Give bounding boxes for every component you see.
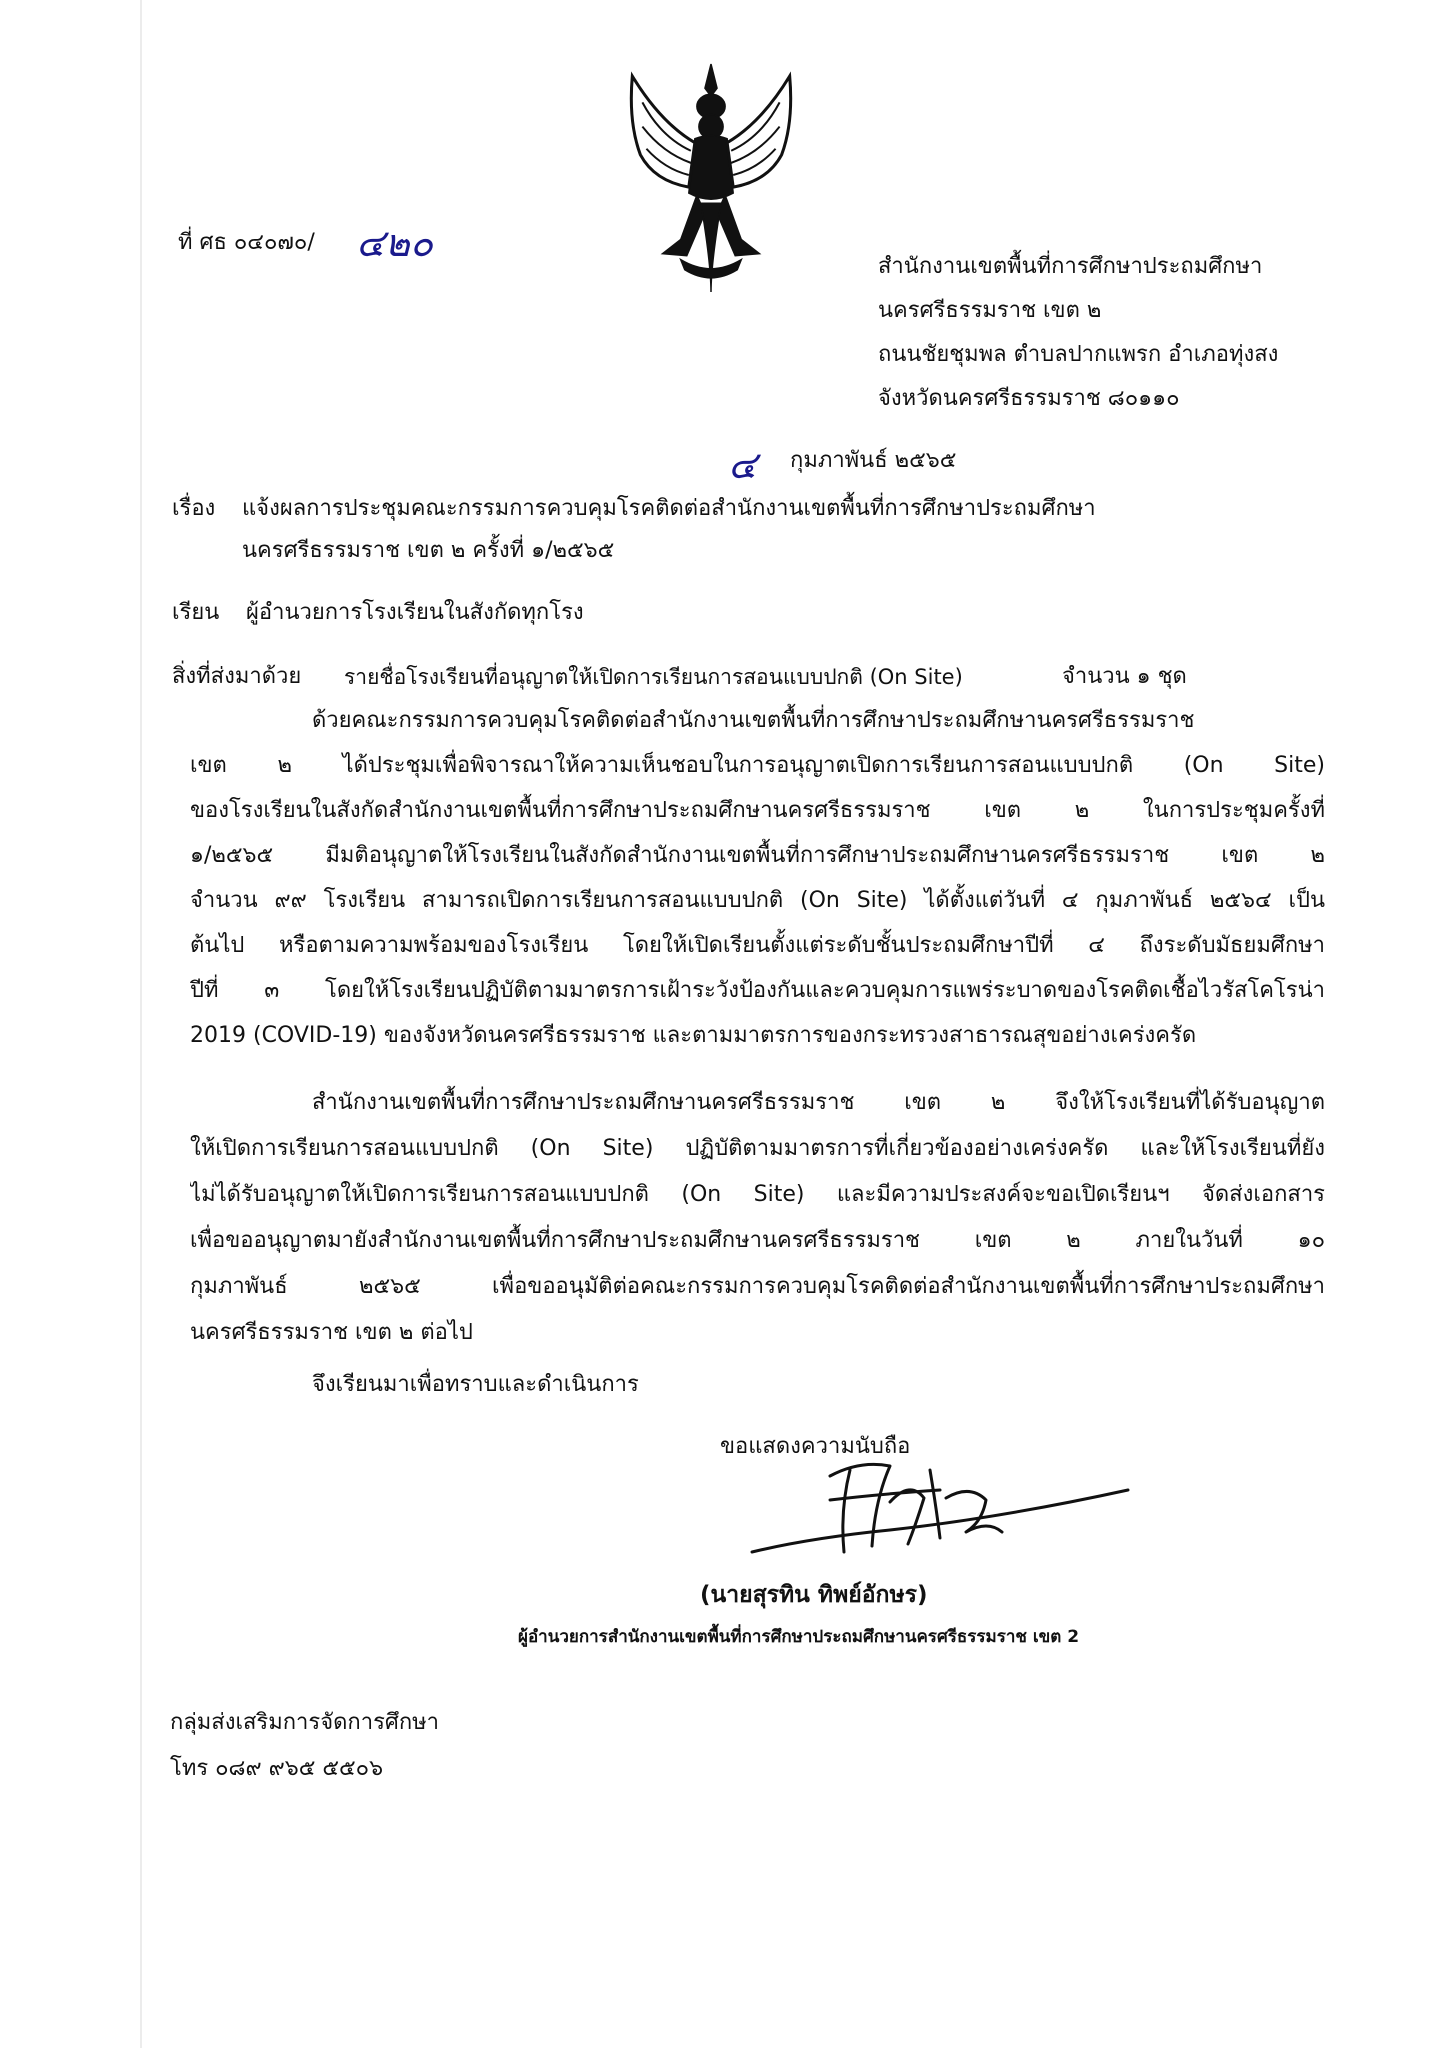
office-address-line-4: จังหวัดนครศรีธรรมราช ๘๐๑๑๐ bbox=[878, 386, 1180, 411]
footer-phone: โทร ๐๘๙ ๙๖๕ ๕๕๐๖ bbox=[170, 1756, 384, 1781]
enclosure-quantity: จำนวน ๑ ชุด bbox=[1062, 664, 1187, 689]
paragraph-1-line: จำนวน ๙๙ โรงเรียน สามารถเปิดการเรียนการสอนแบบปกติ (On Site) ได้ตั้งแต่วันที่ ๔ กุมภาพันธ์ ๒๕๖๔ เป็น bbox=[190, 888, 1325, 913]
document-number-handwritten: ๔๒๐ bbox=[356, 221, 434, 265]
handwritten-signature-icon bbox=[740, 1440, 1140, 1570]
recipient-text: ผู้อำนวยการโรงเรียนในสังกัดทุกโรง bbox=[246, 600, 584, 625]
office-address-line-3: ถนนชัยชุมพล ตำบลปากแพรก อำเภอทุ่งสง bbox=[878, 342, 1279, 367]
document-number-label: ที่ ศธ ๐๔๐๗๐/ bbox=[178, 230, 315, 255]
enclosure-label: สิ่งที่ส่งมาด้วย bbox=[172, 664, 302, 689]
paragraph-1-line: ปีที่ ๓ โดยให้โรงเรียนปฏิบัติตามมาตรการเฝ้าระวังป้องกันและควบคุมการแพร่ระบาดของโรคติดเชื้อไวรัสโคโรน่า bbox=[190, 978, 1325, 1003]
recipient-label: เรียน bbox=[172, 600, 220, 625]
footer-department: กลุ่มส่งเสริมการจัดการศึกษา bbox=[170, 1710, 440, 1735]
subject-line-2: นครศรีธรรมราช เขต ๒ ครั้งที่ ๑/๒๕๖๕ bbox=[242, 538, 615, 563]
paragraph-1-line: 2019 (COVID-19) ของจังหวัดนครศรีธรรมราช และตามมาตรการของกระทรวงสาธารณสุขอย่างเคร่งครัด bbox=[190, 1023, 1197, 1048]
closing-request: จึงเรียนมาเพื่อทราบและดำเนินการ bbox=[312, 1372, 639, 1397]
paragraph-2-line: นครศรีธรรมราช เขต ๒ ต่อไป bbox=[190, 1320, 473, 1345]
garuda-emblem-icon bbox=[620, 62, 802, 294]
enclosure-text: รายชื่อโรงเรียนที่อนุญาตให้เปิดการเรียนการสอนแบบปกติ (On Site) bbox=[344, 665, 963, 689]
date-day-handwritten: ๔ bbox=[728, 443, 757, 487]
paragraph-2-line: เพื่อขออนุญาตมายังสำนักงานเขตพื้นที่การศึกษาประถมศึกษานครศรีธรรมราช เขต ๒ ภายในวันที่ ๑๐ bbox=[190, 1228, 1325, 1253]
paragraph-1-line: ๑/๒๕๖๕ มีมติอนุญาตให้โรงเรียนในสังกัดสำนักงานเขตพื้นที่การศึกษาประถมศึกษานครศรีธรรมราช เขต ๒ bbox=[190, 843, 1325, 868]
date-month-year: กุมภาพันธ์ ๒๕๖๕ bbox=[790, 448, 957, 473]
subject-label: เรื่อง bbox=[172, 496, 216, 521]
signatory-name: (นายสุรทิน ทิพย์อักษร) bbox=[700, 1582, 928, 1608]
office-address-line-1: สำนักงานเขตพื้นที่การศึกษาประถมศึกษา bbox=[878, 254, 1263, 279]
office-address-line-2: นครศรีธรรมราช เขต ๒ bbox=[878, 298, 1102, 323]
paragraph-1-line: เขต ๒ ได้ประชุมเพื่อพิจารณาให้ความเห็นชอบในการอนุญาตเปิดการเรียนการสอนแบบปกติ (On Site) bbox=[190, 753, 1325, 778]
paragraph-2-line: สำนักงานเขตพื้นที่การศึกษาประถมศึกษานครศรีธรรมราช เขต ๒ จึงให้โรงเรียนที่ได้รับอนุญาต bbox=[312, 1090, 1325, 1115]
subject-line-1: แจ้งผลการประชุมคณะกรรมการควบคุมโรคติดต่อสำนักงานเขตพื้นที่การศึกษาประถมศึกษา bbox=[242, 496, 1096, 521]
paragraph-2-line: กุมภาพันธ์ ๒๕๖๕ เพื่อขออนุมัติต่อคณะกรรมการควบคุมโรคติดต่อสำนักงานเขตพื้นที่การศึกษาประถมศึกษา bbox=[190, 1274, 1325, 1299]
paragraph-1-line: ต้นไป หรือตามความพร้อมของโรงเรียน โดยให้เปิดเรียนตั้งแต่ระดับชั้นประถมศึกษาปีที่ ๔ ถึงระดับมัธยมศึกษา bbox=[190, 933, 1325, 958]
salutation: ขอแสดงความนับถือ bbox=[720, 1434, 911, 1459]
scan-edge-line bbox=[140, 0, 142, 2048]
paragraph-2-line: ให้เปิดการเรียนการสอนแบบปกติ (On Site) ปฏิบัติตามมาตรการที่เกี่ยวข้องอย่างเคร่งครัด และให้โรงเรียนที่ยัง bbox=[190, 1136, 1325, 1161]
paragraph-1-line: ของโรงเรียนในสังกัดสำนักงานเขตพื้นที่การศึกษาประถมศึกษานครศรีธรรมราช เขต ๒ ในการประชุมครั้งที่ bbox=[190, 798, 1325, 823]
paragraph-2-line: ไม่ได้รับอนุญาตให้เปิดการเรียนการสอนแบบปกติ (On Site) และมีความประสงค์จะขอเปิดเรียนฯ จัดส่งเอกสาร bbox=[190, 1182, 1325, 1207]
paragraph-1-line: ด้วยคณะกรรมการควบคุมโรคติดต่อสำนักงานเขตพื้นที่การศึกษาประถมศึกษานครศรีธรรมราช bbox=[312, 708, 1195, 733]
signatory-position: ผู้อำนวยการสำนักงานเขตพื้นที่การศึกษาประถมศึกษานครศรีธรรมราช เขต 2 bbox=[518, 1627, 1080, 1647]
